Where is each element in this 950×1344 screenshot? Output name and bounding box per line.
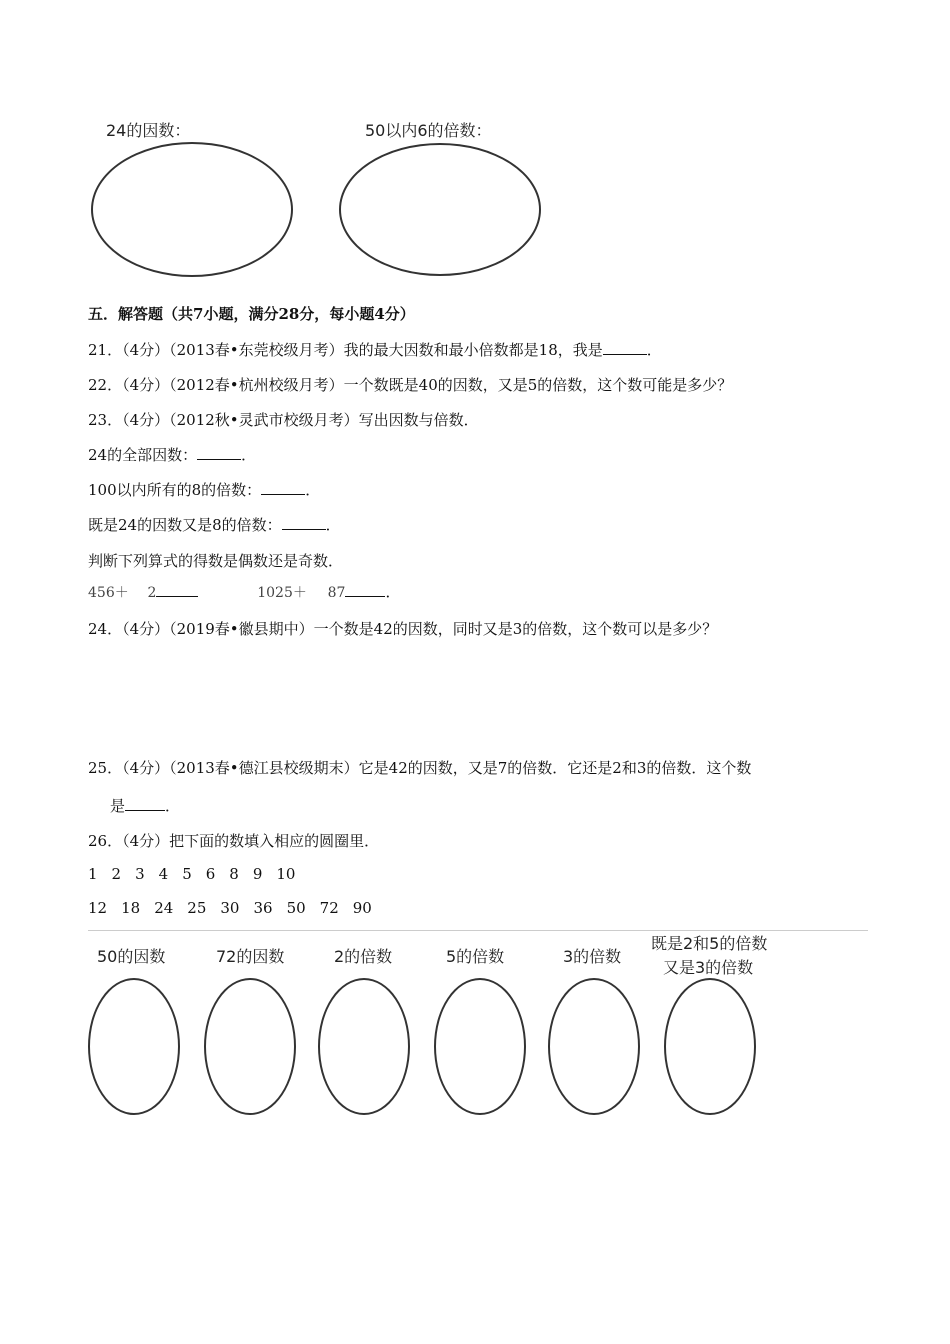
oval-factors-of-50 xyxy=(88,978,180,1115)
section-five-heading: 五．解答题（共7小题，满分28分，每小题4分） xyxy=(88,305,415,323)
label-factors-of-24: 24的因数： xyxy=(106,121,191,140)
number-item: 72 xyxy=(319,899,339,917)
answer-blank-23-4[interactable] xyxy=(156,582,198,597)
question-21 xyxy=(88,339,662,360)
label-multiples-of-6-under-50: 50以内6的倍数： xyxy=(365,121,492,140)
question-25-cont xyxy=(110,795,180,816)
question-23-line-3 xyxy=(88,514,341,535)
number-item: 90 xyxy=(352,899,372,917)
expr-456-operand: 2 xyxy=(147,585,157,601)
answer-blank-23-3[interactable] xyxy=(282,515,326,530)
oval-multiples-of-2-5-and-3 xyxy=(664,978,756,1115)
number-item: 36 xyxy=(253,899,273,917)
q23-line2-end: ． xyxy=(305,481,321,499)
answer-blank-23-5[interactable] xyxy=(345,582,385,597)
oval-factors-of-24 xyxy=(91,142,293,277)
question-25-cont-text: 是 xyxy=(110,797,126,815)
number-item: 6 xyxy=(205,865,216,883)
question-21-text: 21．（4分）（2013春•东莞校级月考）我的最大因数和最小倍数都是18，我是 xyxy=(88,341,603,359)
label-multiples-of-2-and-5: 既是2和5的倍数 xyxy=(651,934,768,953)
q23-line1-end: ． xyxy=(241,446,257,464)
number-item: 12 xyxy=(88,899,108,917)
number-item: 4 xyxy=(158,865,169,883)
q23-line2-text: 100以内所有的8的倍数： xyxy=(88,481,262,499)
number-item: 18 xyxy=(121,899,141,917)
question-23: 23．（4分）（2012秋•灵武市校级月考）写出因数与倍数． xyxy=(88,411,479,429)
oval-multiples-of-6 xyxy=(339,143,541,276)
number-item: 3 xyxy=(135,865,145,883)
oval-multiples-of-5 xyxy=(434,978,526,1115)
question-23-line-2 xyxy=(88,479,320,500)
number-item: 2 xyxy=(111,865,122,883)
number-item: 10 xyxy=(276,865,296,883)
oval-multiples-of-2 xyxy=(318,978,410,1115)
q23-line3-end: ． xyxy=(325,516,341,534)
label-factors-of-50: 50的因数 xyxy=(97,947,166,966)
question-23-line-4: 判断下列算式的得数是偶数还是奇数． xyxy=(88,552,344,570)
number-item: 50 xyxy=(286,899,306,917)
number-item: 9 xyxy=(252,865,263,883)
label-factors-of-72: 72的因数 xyxy=(216,947,285,966)
number-item: 25 xyxy=(187,899,207,917)
expr-1025-operand: 87 xyxy=(327,585,346,601)
q23-line3-text: 既是24的因数又是8的倍数： xyxy=(88,516,282,534)
label-multiples-of-2: 2的倍数 xyxy=(334,947,393,966)
label-multiples-of-3: 3的倍数 xyxy=(563,947,622,966)
expr-456-plus: 456＋ xyxy=(88,585,129,601)
number-item: 1 xyxy=(88,865,98,883)
label-multiples-of-5: 5的倍数 xyxy=(446,947,505,966)
question-23-line-1 xyxy=(88,444,256,465)
number-item: 24 xyxy=(154,899,174,917)
number-item: 30 xyxy=(220,899,240,917)
oval-factors-of-72 xyxy=(204,978,296,1115)
number-row-1 xyxy=(88,865,309,883)
number-row-2 xyxy=(88,899,386,917)
answer-blank-25[interactable] xyxy=(125,796,165,811)
question-25-end: ． xyxy=(165,797,181,815)
number-item: 8 xyxy=(229,865,239,883)
question-21-end: ． xyxy=(646,341,662,359)
answer-blank-23-2[interactable] xyxy=(261,480,305,495)
question-24: 24．（4分）（2019春•徽县期中）一个数是42的因数，同时又是3的倍数，这个数可以是多少？ xyxy=(88,620,718,638)
answer-blank-21[interactable] xyxy=(603,340,647,355)
question-26: 26．（4分）把下面的数填入相应的圆圈里． xyxy=(88,832,380,850)
answer-blank-23-1[interactable] xyxy=(197,445,241,460)
label-and-multiples-of-3: 又是3的倍数 xyxy=(663,958,754,977)
expr-1025-plus: 1025＋ xyxy=(257,585,307,601)
question-22: 22．（4分）（2012春•杭州校级月考）一个数既是40的因数，又是5的倍数，这个数可能是多少？ xyxy=(88,376,733,394)
q23-expr-end: ． xyxy=(385,583,401,601)
number-item: 5 xyxy=(182,865,192,883)
question-23-expressions xyxy=(88,581,400,602)
question-25: 25．（4分）（2013春•德江县校级期末）它是42的因数，又是7的倍数．它还是2和3的倍数．这个数 xyxy=(88,759,752,777)
oval-multiples-of-3 xyxy=(548,978,640,1115)
q23-line1-text: 24的全部因数： xyxy=(88,446,198,464)
